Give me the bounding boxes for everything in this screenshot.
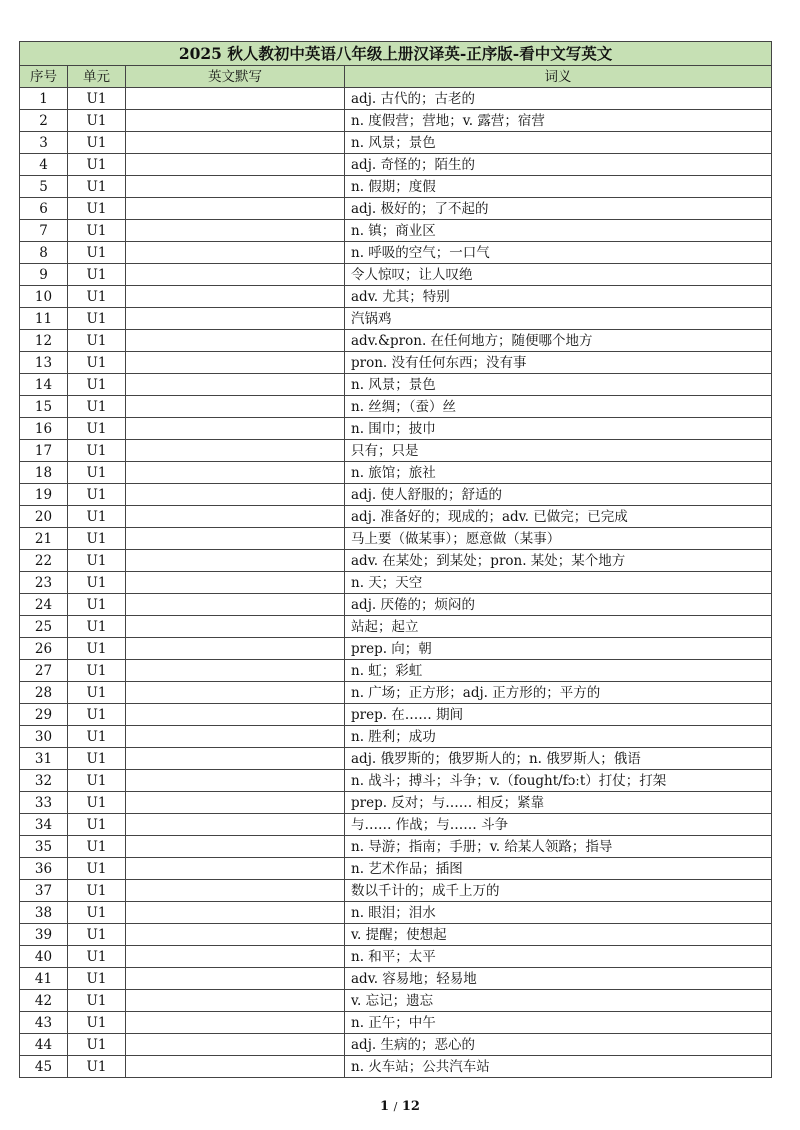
row-meaning: prep. 反对；与…… 相反；紧靠 bbox=[345, 792, 772, 814]
row-index: 35 bbox=[20, 836, 68, 858]
row-index: 37 bbox=[20, 880, 68, 902]
row-unit: U1 bbox=[68, 506, 126, 528]
english-answer-cell[interactable] bbox=[126, 528, 345, 550]
row-unit: U1 bbox=[68, 220, 126, 242]
table-row bbox=[20, 418, 772, 440]
english-answer-cell[interactable] bbox=[126, 660, 345, 682]
row-meaning: adj. 生病的；恶心的 bbox=[345, 1034, 772, 1056]
vocabulary-sheet bbox=[19, 41, 771, 1078]
row-unit: U1 bbox=[68, 572, 126, 594]
row-index: 32 bbox=[20, 770, 68, 792]
english-answer-cell[interactable] bbox=[126, 242, 345, 264]
table-row bbox=[20, 396, 772, 418]
row-index: 5 bbox=[20, 176, 68, 198]
table-row bbox=[20, 572, 772, 594]
row-index: 45 bbox=[20, 1056, 68, 1078]
row-meaning: n. 镇；商业区 bbox=[345, 220, 772, 242]
row-meaning: prep. 向；朝 bbox=[345, 638, 772, 660]
row-unit: U1 bbox=[68, 792, 126, 814]
row-meaning: n. 天；天空 bbox=[345, 572, 772, 594]
row-unit: U1 bbox=[68, 880, 126, 902]
row-index: 28 bbox=[20, 682, 68, 704]
english-answer-cell[interactable] bbox=[126, 440, 345, 462]
row-meaning: adj. 使人舒服的；舒适的 bbox=[345, 484, 772, 506]
table-row bbox=[20, 242, 772, 264]
row-unit: U1 bbox=[68, 660, 126, 682]
table-row bbox=[20, 264, 772, 286]
row-meaning: prep. 在…… 期间 bbox=[345, 704, 772, 726]
english-answer-cell[interactable] bbox=[126, 110, 345, 132]
row-index: 14 bbox=[20, 374, 68, 396]
page-total: 12 bbox=[401, 1099, 420, 1114]
row-index: 22 bbox=[20, 550, 68, 572]
page-title: 2025 秋人教初中英语八年级上册汉译英-正序版-看中文写英文 bbox=[20, 42, 772, 66]
table-row bbox=[20, 704, 772, 726]
table-row bbox=[20, 814, 772, 836]
english-answer-cell[interactable] bbox=[126, 726, 345, 748]
row-unit: U1 bbox=[68, 770, 126, 792]
table-row bbox=[20, 374, 772, 396]
row-index: 11 bbox=[20, 308, 68, 330]
table-row bbox=[20, 1012, 772, 1034]
row-meaning: adj. 俄罗斯的；俄罗斯人的；n. 俄罗斯人；俄语 bbox=[345, 748, 772, 770]
english-answer-cell[interactable] bbox=[126, 990, 345, 1012]
row-unit: U1 bbox=[68, 198, 126, 220]
english-answer-cell[interactable] bbox=[126, 330, 345, 352]
row-meaning: n. 风景；景色 bbox=[345, 374, 772, 396]
row-meaning: 令人惊叹；让人叹绝 bbox=[345, 264, 772, 286]
row-meaning: pron. 没有任何东西；没有事 bbox=[345, 352, 772, 374]
page-separator: / bbox=[393, 1100, 398, 1113]
table-row bbox=[20, 506, 772, 528]
row-index: 38 bbox=[20, 902, 68, 924]
row-index: 9 bbox=[20, 264, 68, 286]
table-row bbox=[20, 836, 772, 858]
row-unit: U1 bbox=[68, 418, 126, 440]
english-answer-cell[interactable] bbox=[126, 286, 345, 308]
row-unit: U1 bbox=[68, 990, 126, 1012]
row-meaning: adv. 容易地；轻易地 bbox=[345, 968, 772, 990]
header-index: 序号 bbox=[20, 66, 68, 88]
row-meaning: n. 度假营；营地；v. 露营；宿营 bbox=[345, 110, 772, 132]
row-unit: U1 bbox=[68, 330, 126, 352]
row-index: 16 bbox=[20, 418, 68, 440]
english-answer-cell[interactable] bbox=[126, 682, 345, 704]
row-meaning: n. 假期；度假 bbox=[345, 176, 772, 198]
table-row bbox=[20, 880, 772, 902]
table-row bbox=[20, 594, 772, 616]
row-meaning: 数以千计的；成千上万的 bbox=[345, 880, 772, 902]
table-row bbox=[20, 550, 772, 572]
row-unit: U1 bbox=[68, 1012, 126, 1034]
row-index: 44 bbox=[20, 1034, 68, 1056]
table-row bbox=[20, 726, 772, 748]
row-meaning: n. 胜利；成功 bbox=[345, 726, 772, 748]
page-number: 1 bbox=[380, 1099, 390, 1114]
row-unit: U1 bbox=[68, 264, 126, 286]
row-meaning: n. 虹；彩虹 bbox=[345, 660, 772, 682]
row-index: 27 bbox=[20, 660, 68, 682]
row-unit: U1 bbox=[68, 308, 126, 330]
row-meaning: v. 忘记；遗忘 bbox=[345, 990, 772, 1012]
table-row bbox=[20, 770, 772, 792]
vocabulary-table bbox=[19, 41, 772, 1078]
row-index: 20 bbox=[20, 506, 68, 528]
row-index: 18 bbox=[20, 462, 68, 484]
row-unit: U1 bbox=[68, 1034, 126, 1056]
row-meaning: n. 和平；太平 bbox=[345, 946, 772, 968]
row-unit: U1 bbox=[68, 88, 126, 110]
row-unit: U1 bbox=[68, 836, 126, 858]
english-answer-cell[interactable] bbox=[126, 594, 345, 616]
table-row bbox=[20, 990, 772, 1012]
header-row bbox=[20, 66, 772, 88]
table-row bbox=[20, 968, 772, 990]
english-answer-cell[interactable] bbox=[126, 484, 345, 506]
row-index: 24 bbox=[20, 594, 68, 616]
row-index: 33 bbox=[20, 792, 68, 814]
row-meaning: n. 呼吸的空气；一口气 bbox=[345, 242, 772, 264]
row-unit: U1 bbox=[68, 748, 126, 770]
table-row bbox=[20, 110, 772, 132]
english-answer-cell[interactable] bbox=[126, 352, 345, 374]
row-meaning: adv. 尤其；特别 bbox=[345, 286, 772, 308]
row-index: 7 bbox=[20, 220, 68, 242]
row-unit: U1 bbox=[68, 352, 126, 374]
row-meaning: n. 丝绸；（蚕）丝 bbox=[345, 396, 772, 418]
english-answer-cell[interactable] bbox=[126, 814, 345, 836]
row-meaning: n. 风景；景色 bbox=[345, 132, 772, 154]
row-unit: U1 bbox=[68, 462, 126, 484]
row-meaning: adv.&pron. 在任何地方；随便哪个地方 bbox=[345, 330, 772, 352]
table-row bbox=[20, 682, 772, 704]
row-index: 23 bbox=[20, 572, 68, 594]
english-answer-cell[interactable] bbox=[126, 572, 345, 594]
row-meaning: n. 眼泪；泪水 bbox=[345, 902, 772, 924]
table-row bbox=[20, 88, 772, 110]
row-unit: U1 bbox=[68, 946, 126, 968]
row-unit: U1 bbox=[68, 704, 126, 726]
english-answer-cell[interactable] bbox=[126, 264, 345, 286]
english-answer-cell[interactable] bbox=[126, 550, 345, 572]
row-meaning: 只有；只是 bbox=[345, 440, 772, 462]
row-unit: U1 bbox=[68, 682, 126, 704]
row-index: 19 bbox=[20, 484, 68, 506]
row-meaning: 马上要（做某事）；愿意做（某事） bbox=[345, 528, 772, 550]
english-answer-cell[interactable] bbox=[126, 836, 345, 858]
english-answer-cell[interactable] bbox=[126, 308, 345, 330]
english-answer-cell[interactable] bbox=[126, 506, 345, 528]
row-unit: U1 bbox=[68, 440, 126, 462]
table-row bbox=[20, 132, 772, 154]
english-answer-cell[interactable] bbox=[126, 616, 345, 638]
table-row bbox=[20, 924, 772, 946]
english-answer-cell[interactable] bbox=[126, 748, 345, 770]
row-index: 25 bbox=[20, 616, 68, 638]
table-row bbox=[20, 748, 772, 770]
header-unit: 单元 bbox=[68, 66, 126, 88]
row-unit: U1 bbox=[68, 550, 126, 572]
row-meaning: n. 艺术作品；插图 bbox=[345, 858, 772, 880]
english-answer-cell[interactable] bbox=[126, 176, 345, 198]
row-unit: U1 bbox=[68, 110, 126, 132]
row-unit: U1 bbox=[68, 528, 126, 550]
row-unit: U1 bbox=[68, 616, 126, 638]
table-row bbox=[20, 858, 772, 880]
row-index: 40 bbox=[20, 946, 68, 968]
english-answer-cell[interactable] bbox=[126, 880, 345, 902]
row-index: 21 bbox=[20, 528, 68, 550]
table-row bbox=[20, 638, 772, 660]
row-meaning: n. 战斗；搏斗；斗争；v.（fought/fɔːt）打仗；打架 bbox=[345, 770, 772, 792]
row-unit: U1 bbox=[68, 924, 126, 946]
english-answer-cell[interactable] bbox=[126, 1034, 345, 1056]
english-answer-cell[interactable] bbox=[126, 462, 345, 484]
row-index: 2 bbox=[20, 110, 68, 132]
table-row bbox=[20, 154, 772, 176]
row-unit: U1 bbox=[68, 484, 126, 506]
table-row bbox=[20, 1034, 772, 1056]
row-meaning: n. 广场；正方形；adj. 正方形的；平方的 bbox=[345, 682, 772, 704]
row-index: 4 bbox=[20, 154, 68, 176]
table-row bbox=[20, 902, 772, 924]
table-row bbox=[20, 792, 772, 814]
row-unit: U1 bbox=[68, 154, 126, 176]
row-index: 15 bbox=[20, 396, 68, 418]
header-english: 英文默写 bbox=[126, 66, 345, 88]
english-answer-cell[interactable] bbox=[126, 792, 345, 814]
table-row bbox=[20, 330, 772, 352]
table-row bbox=[20, 616, 772, 638]
row-meaning: n. 导游；指南；手册；v. 给某人领路；指导 bbox=[345, 836, 772, 858]
english-answer-cell[interactable] bbox=[126, 858, 345, 880]
row-meaning: adj. 古代的；古老的 bbox=[345, 88, 772, 110]
english-answer-cell[interactable] bbox=[126, 770, 345, 792]
row-index: 34 bbox=[20, 814, 68, 836]
row-index: 36 bbox=[20, 858, 68, 880]
row-unit: U1 bbox=[68, 242, 126, 264]
row-unit: U1 bbox=[68, 638, 126, 660]
row-unit: U1 bbox=[68, 814, 126, 836]
english-answer-cell[interactable] bbox=[126, 154, 345, 176]
english-answer-cell[interactable] bbox=[126, 704, 345, 726]
row-unit: U1 bbox=[68, 594, 126, 616]
row-meaning: v. 提醒；使想起 bbox=[345, 924, 772, 946]
english-answer-cell[interactable] bbox=[126, 968, 345, 990]
page-footer bbox=[0, 1099, 800, 1114]
row-meaning: n. 围巾；披巾 bbox=[345, 418, 772, 440]
row-unit: U1 bbox=[68, 396, 126, 418]
row-index: 10 bbox=[20, 286, 68, 308]
row-unit: U1 bbox=[68, 132, 126, 154]
table-row bbox=[20, 484, 772, 506]
row-index: 43 bbox=[20, 1012, 68, 1034]
table-row bbox=[20, 198, 772, 220]
table-body bbox=[20, 88, 772, 1078]
row-index: 1 bbox=[20, 88, 68, 110]
table-row bbox=[20, 528, 772, 550]
row-unit: U1 bbox=[68, 374, 126, 396]
row-unit: U1 bbox=[68, 968, 126, 990]
row-meaning: adj. 奇怪的；陌生的 bbox=[345, 154, 772, 176]
row-index: 13 bbox=[20, 352, 68, 374]
row-index: 30 bbox=[20, 726, 68, 748]
row-meaning: 与…… 作战；与…… 斗争 bbox=[345, 814, 772, 836]
row-index: 41 bbox=[20, 968, 68, 990]
table-row bbox=[20, 660, 772, 682]
english-answer-cell[interactable] bbox=[126, 946, 345, 968]
english-answer-cell[interactable] bbox=[126, 374, 345, 396]
row-unit: U1 bbox=[68, 902, 126, 924]
title-row bbox=[20, 42, 772, 66]
row-index: 29 bbox=[20, 704, 68, 726]
english-answer-cell[interactable] bbox=[126, 198, 345, 220]
row-index: 6 bbox=[20, 198, 68, 220]
row-unit: U1 bbox=[68, 1056, 126, 1078]
row-meaning: adj. 厌倦的；烦闷的 bbox=[345, 594, 772, 616]
row-meaning: 汽锅鸡 bbox=[345, 308, 772, 330]
row-index: 31 bbox=[20, 748, 68, 770]
row-meaning: n. 火车站；公共汽车站 bbox=[345, 1056, 772, 1078]
table-row bbox=[20, 440, 772, 462]
row-unit: U1 bbox=[68, 176, 126, 198]
row-index: 26 bbox=[20, 638, 68, 660]
row-unit: U1 bbox=[68, 726, 126, 748]
row-meaning: n. 旅馆；旅社 bbox=[345, 462, 772, 484]
row-meaning: adj. 极好的；了不起的 bbox=[345, 198, 772, 220]
table-row bbox=[20, 352, 772, 374]
english-answer-cell[interactable] bbox=[126, 396, 345, 418]
english-answer-cell[interactable] bbox=[126, 902, 345, 924]
table-row bbox=[20, 462, 772, 484]
english-answer-cell[interactable] bbox=[126, 924, 345, 946]
english-answer-cell[interactable] bbox=[126, 132, 345, 154]
table-row bbox=[20, 286, 772, 308]
table-row bbox=[20, 946, 772, 968]
row-index: 39 bbox=[20, 924, 68, 946]
table-row bbox=[20, 220, 772, 242]
english-answer-cell[interactable] bbox=[126, 638, 345, 660]
row-index: 17 bbox=[20, 440, 68, 462]
row-unit: U1 bbox=[68, 858, 126, 880]
header-meaning: 词义 bbox=[345, 66, 772, 88]
english-answer-cell[interactable] bbox=[126, 418, 345, 440]
row-index: 42 bbox=[20, 990, 68, 1012]
row-index: 8 bbox=[20, 242, 68, 264]
row-meaning: adv. 在某处；到某处；pron. 某处；某个地方 bbox=[345, 550, 772, 572]
row-meaning: n. 正午；中午 bbox=[345, 1012, 772, 1034]
row-meaning: 站起；起立 bbox=[345, 616, 772, 638]
row-index: 12 bbox=[20, 330, 68, 352]
row-unit: U1 bbox=[68, 286, 126, 308]
table-row bbox=[20, 1056, 772, 1078]
english-answer-cell[interactable] bbox=[126, 1012, 345, 1034]
table-row bbox=[20, 308, 772, 330]
english-answer-cell[interactable] bbox=[126, 88, 345, 110]
english-answer-cell[interactable] bbox=[126, 220, 345, 242]
row-meaning: adj. 准备好的；现成的；adv. 已做完；已完成 bbox=[345, 506, 772, 528]
row-index: 3 bbox=[20, 132, 68, 154]
english-answer-cell[interactable] bbox=[126, 1056, 345, 1078]
table-row bbox=[20, 176, 772, 198]
